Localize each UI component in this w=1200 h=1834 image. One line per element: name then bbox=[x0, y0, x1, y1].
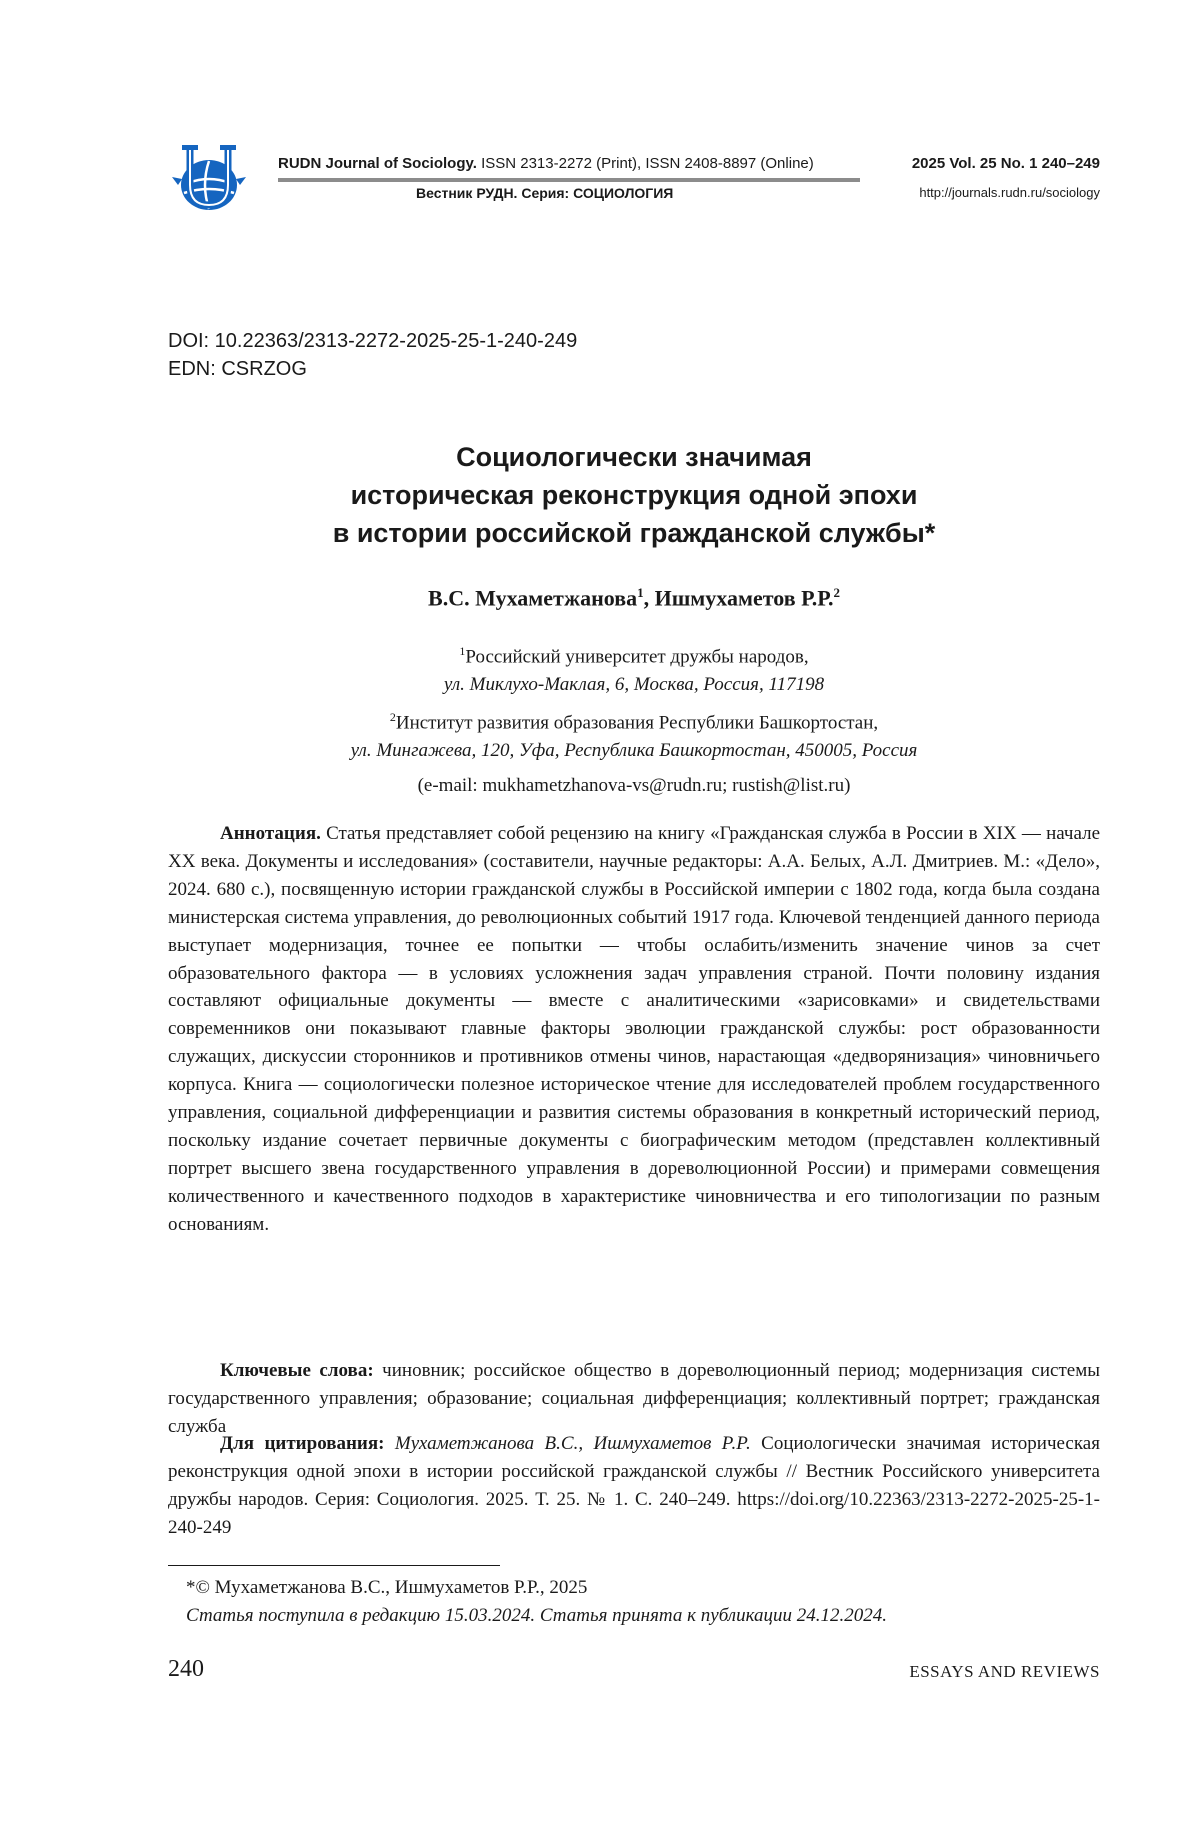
authors bbox=[168, 585, 1100, 611]
header-rule bbox=[278, 178, 860, 182]
journal-name: RUDN Journal of Sociology. bbox=[278, 155, 477, 172]
affiliation-org: Российский университет дружбы народов, bbox=[465, 646, 809, 668]
author-name: В.С. Мухаметжанова bbox=[428, 585, 638, 611]
author-emails: (e-mail: mukhametzhanova-vs@rudn.ru; rustish@list.ru) bbox=[417, 775, 851, 796]
article-title bbox=[168, 438, 1100, 552]
keywords bbox=[168, 1357, 1100, 1441]
affiliation-mark: 1 bbox=[459, 644, 466, 658]
journal-title-line bbox=[278, 155, 814, 172]
keywords-label: Ключевые слова: bbox=[220, 1360, 374, 1381]
edn: EDN: CSRZOG bbox=[168, 358, 307, 380]
journal-series-ru: Вестник РУДН. Серия: СОЦИОЛОГИЯ bbox=[416, 185, 674, 201]
citation-authors: Мухаметжанова В.С., Ишмухаметов Р.Р. bbox=[384, 1433, 751, 1454]
footnote-divider bbox=[168, 1565, 500, 1566]
author-affiliation-mark: 2 bbox=[833, 585, 840, 600]
abstract-label: Аннотация. bbox=[220, 823, 321, 844]
footnote-copyright: *© Мухаметжанова В.С., Ишмухаметов Р.Р., 2025 bbox=[186, 1577, 588, 1598]
rudn-logo-icon bbox=[168, 145, 250, 215]
journal-issn: ISSN 2313-2272 (Print), ISSN 2408-8897 (Online) bbox=[476, 155, 814, 172]
author-affiliation-mark: 1 bbox=[637, 585, 644, 600]
section-name: ESSAYS AND REVIEWS bbox=[909, 1662, 1100, 1681]
affiliation bbox=[168, 703, 1100, 765]
citation-text: Социологически значимая историческая реконструкция одной эпохи в истории российской гражданской службы // Вестник Российского университета дружбы народов. Серия: Социология. 2025. Т. 25. № 1. С. 240–249. https://doi.org/10.22363/2313-2272-2025-25-1-240-249 bbox=[168, 1433, 1100, 1538]
citation bbox=[168, 1430, 1100, 1542]
title-line: в истории российской гражданской службы* bbox=[332, 518, 936, 548]
abstract-text: Статья представляет собой рецензию на книгу «Гражданская служба в России в XIX — начале XX века. Документы и исследования» (составители, научные редакторы: А.А. Белых, А.Л. Дмитриев. М.: «Дело», 2024. 680 с.), посвященную истории гражданской службы в Российской империи с 1802 года, когда была создана министерская система управления, до революционных событий 1917 года. Ключевой тенденцией данного периода выступает модернизация, точнее ее попытки — чтобы ослабить/изменить значение чинов за счет образовательного фактора — в условиях усложнения задач управления страной. Почти половину издания составляют официальные документы — вместе с аналитическими «зарисовками» и свидетельствами современников они показывают главные факторы эволюции гражданской службы: рост образованности служащих, дискуссии сторонников и противников отмены чинов, нарастающая «дедворянизация» чиновничьего корпуса. Книга — социологически полезное историческое чтение для исследователей проблем государственного управления, социальной дифференциации и развития системы образования в конкретный исторический период, поскольку издание сочетает первичные документы с биографическим методом (представлен коллективный портрет высшего звена государственного управления в дореволюционной России) и примерами совмещения количественного и качественного подходов в характеристике чиновничества и его типологизации по разным основаниям. bbox=[168, 823, 1100, 1235]
affiliation-org: Институт развития образования Республики Башкортостан, bbox=[395, 712, 879, 734]
title-line: Социологически значимая bbox=[456, 442, 812, 472]
footnote-dates: Статья поступила в редакцию 15.03.2024. Статья принята к публикации 24.12.2024. bbox=[186, 1605, 887, 1626]
affiliation bbox=[168, 637, 1100, 699]
doi[interactable]: DOI: 10.22363/2313-2272-2025-25-1-240-249 bbox=[168, 330, 578, 352]
volume-info: 2025 Vol. 25 No. 1 240–249 bbox=[911, 155, 1100, 172]
affiliation-address: ул. Мингажева, 120, Уфа, Республика Башкортостан, 450005, Россия bbox=[350, 740, 918, 762]
affiliation-address: ул. Миклухо-Маклая, 6, Москва, Россия, 117198 bbox=[443, 674, 825, 696]
abstract bbox=[168, 820, 1100, 1239]
journal-header bbox=[168, 145, 1100, 215]
affiliation-mark: 2 bbox=[389, 710, 396, 724]
citation-label: Для цитирования: bbox=[220, 1433, 385, 1454]
title-line: историческая реконструкция одной эпохи bbox=[350, 480, 918, 510]
author-name: Ишмухаметов Р.Р. bbox=[654, 585, 834, 611]
author-separator: , bbox=[643, 585, 655, 611]
page-number: 240 bbox=[168, 1656, 204, 1682]
keywords-text: чиновник; российское общество в дореволюционный период; модернизация системы государственного управления; образование; социальная дифференциация; коллективный портрет; гражданская служба bbox=[168, 1360, 1100, 1437]
journal-url[interactable]: http://journals.rudn.ru/sociology bbox=[919, 185, 1100, 200]
article-identifiers bbox=[168, 327, 577, 383]
